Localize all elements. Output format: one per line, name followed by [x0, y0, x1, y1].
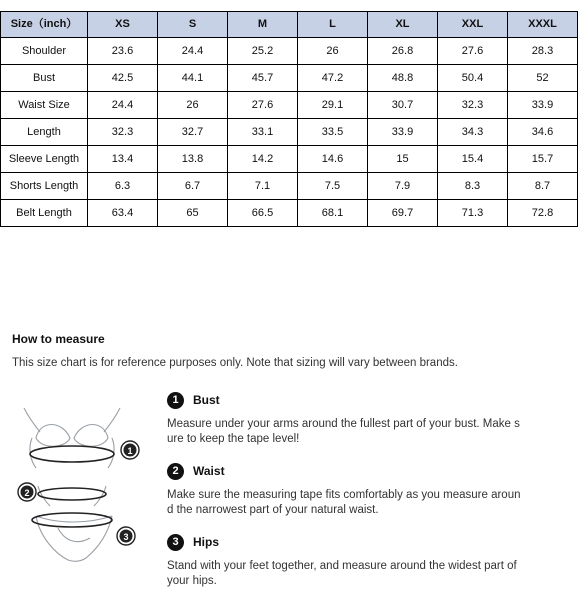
table-row [1, 200, 578, 227]
table-cell: 30.7 [368, 92, 438, 119]
table-cell: 8.3 [438, 173, 508, 200]
step-number-badge: 2 [167, 463, 184, 480]
table-cell: 71.3 [438, 200, 508, 227]
table-cell: 44.1 [158, 65, 228, 92]
row-label: Shorts Length [1, 173, 88, 200]
table-cell: 50.4 [438, 65, 508, 92]
marker-2-icon [18, 483, 36, 501]
table-cell: 7.1 [228, 173, 298, 200]
hips-measure-band [32, 513, 112, 527]
table-cell: 32.3 [88, 119, 158, 146]
table-cell: 63.4 [88, 200, 158, 227]
column-header: XS [88, 12, 158, 38]
table-cell: 69.7 [368, 200, 438, 227]
step-description-line: Measure under your arms around the fullest part of your bust. Make s [167, 418, 520, 430]
table-cell: 33.9 [508, 92, 578, 119]
table-cell: 27.6 [438, 38, 508, 65]
table-cell: 6.7 [158, 173, 228, 200]
table-cell: 32.7 [158, 119, 228, 146]
table-cell: 8.7 [508, 173, 578, 200]
table-cell: 14.2 [228, 146, 298, 173]
table-cell: 23.6 [88, 38, 158, 65]
step-title: Bust [193, 393, 220, 407]
step-description [167, 417, 579, 447]
table-cell: 15.7 [508, 146, 578, 173]
table-cell: 13.4 [88, 146, 158, 173]
table-row [1, 65, 578, 92]
table-cell: 48.8 [368, 65, 438, 92]
size-chart-disclaimer: This size chart is for reference purposes only. Note that sizing will vary between brands. [12, 357, 458, 369]
table-cell: 27.6 [228, 92, 298, 119]
table-row [1, 146, 578, 173]
body-measurement-illustration [10, 398, 150, 580]
column-header: M [228, 12, 298, 38]
step-description-line: Make sure the measuring tape fits comfortably as you measure aroun [167, 489, 521, 501]
row-label: Length [1, 119, 88, 146]
table-cell: 6.3 [88, 173, 158, 200]
table-cell: 32.3 [438, 92, 508, 119]
marker-3-icon [117, 527, 135, 545]
table-row [1, 38, 578, 65]
measure-step-bust [167, 391, 579, 447]
table-cell: 24.4 [158, 38, 228, 65]
measure-step-hips [167, 533, 579, 589]
step-description-line: Stand with your feet together, and measure around the widest part of [167, 560, 517, 572]
table-header-row [1, 12, 578, 38]
body-figure-graphic [10, 398, 150, 580]
how-to-measure-title: How to measure [12, 332, 105, 346]
marker-1-label: 1 [127, 446, 133, 456]
table-cell: 72.8 [508, 200, 578, 227]
waist-measure-band [38, 488, 106, 500]
row-label: Belt Length [1, 200, 88, 227]
table-cell: 28.3 [508, 38, 578, 65]
table-cell: 52 [508, 65, 578, 92]
row-label: Shoulder [1, 38, 88, 65]
table-cell: 66.5 [228, 200, 298, 227]
bust-measure-band [30, 446, 114, 462]
column-header: XXXL [508, 12, 578, 38]
table-cell: 29.1 [298, 92, 368, 119]
marker-3-label: 3 [123, 532, 129, 542]
table-cell: 45.7 [228, 65, 298, 92]
table-row [1, 119, 578, 146]
step-title: Waist [193, 464, 225, 478]
size-chart-table [0, 11, 578, 227]
table-cell: 33.1 [228, 119, 298, 146]
step-description [167, 559, 579, 589]
step-description-line: ure to keep the tape level! [167, 433, 300, 445]
row-label: Bust [1, 65, 88, 92]
step-description-line: your hips. [167, 575, 217, 587]
table-cell: 15.4 [438, 146, 508, 173]
table-cell: 26 [158, 92, 228, 119]
table-cell: 14.6 [298, 146, 368, 173]
table-cell: 42.5 [88, 65, 158, 92]
step-number-badge: 1 [167, 392, 184, 409]
step-title: Hips [193, 535, 220, 549]
table-cell: 15 [368, 146, 438, 173]
table-cell: 65 [158, 200, 228, 227]
table-row [1, 173, 578, 200]
table-cell: 34.3 [438, 119, 508, 146]
table-cell: 26.8 [368, 38, 438, 65]
table-cell: 7.5 [298, 173, 368, 200]
measure-step-waist [167, 462, 579, 518]
row-label: Sleeve Length [1, 146, 88, 173]
step-description-line: d the narrowest part of your natural waist. [167, 504, 379, 516]
column-header: XXL [438, 12, 508, 38]
table-cell: 25.2 [228, 38, 298, 65]
row-label: Waist Size [1, 92, 88, 119]
table-cell: 13.8 [158, 146, 228, 173]
table-cell: 47.2 [298, 65, 368, 92]
column-header: Size（inch） [1, 12, 88, 38]
column-header: L [298, 12, 368, 38]
table-cell: 68.1 [298, 200, 368, 227]
table-cell: 24.4 [88, 92, 158, 119]
table-cell: 7.9 [368, 173, 438, 200]
marker-1-icon [121, 441, 139, 459]
table-cell: 33.5 [298, 119, 368, 146]
step-number-badge: 3 [167, 534, 184, 551]
table-cell: 33.9 [368, 119, 438, 146]
table-cell: 26 [298, 38, 368, 65]
marker-2-label: 2 [24, 488, 30, 498]
table-row [1, 92, 578, 119]
table-cell: 34.6 [508, 119, 578, 146]
column-header: S [158, 12, 228, 38]
step-description [167, 488, 579, 518]
column-header: XL [368, 12, 438, 38]
